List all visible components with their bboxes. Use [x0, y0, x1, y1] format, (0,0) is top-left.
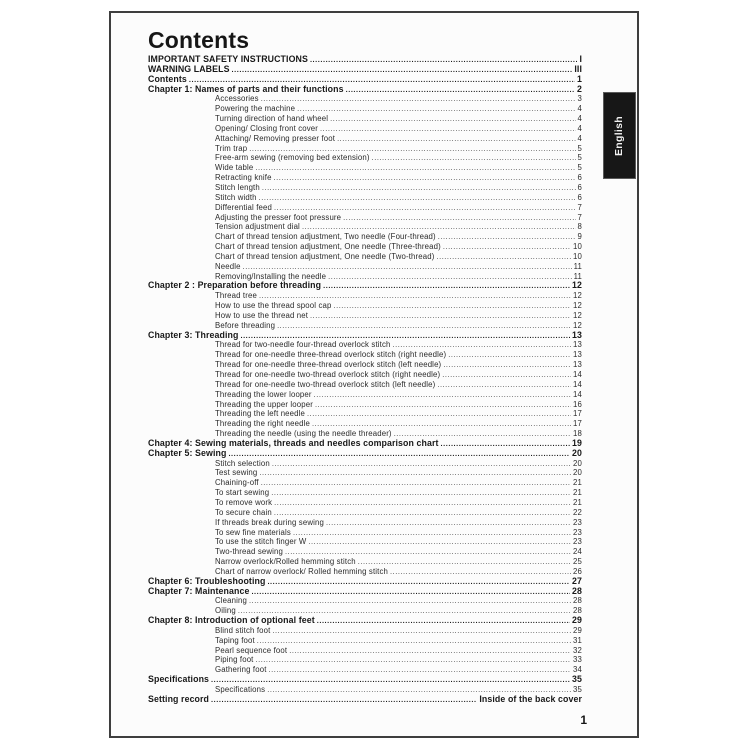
toc-entry-label: Wide table	[215, 163, 254, 173]
toc-leader-dots	[310, 55, 578, 65]
toc-entry	[148, 547, 582, 557]
toc-entry-label: Chart of thread tension adjustment, Two needle (Four-thread)	[215, 232, 436, 242]
toc-entry-page: 10	[573, 242, 582, 252]
toc-entry	[148, 203, 582, 213]
toc-entry-page: 19	[572, 437, 582, 448]
toc-leader-dots	[259, 468, 571, 478]
toc-entry-label: Chart of thread tension adjustment, One needle (Two-thread)	[215, 251, 435, 261]
toc-entry	[148, 459, 582, 469]
toc-leader-dots	[310, 311, 571, 321]
toc-entry-label: Chapter 4: Sewing materials, threads and needles comparison chart	[148, 437, 439, 448]
toc-leader-dots	[259, 193, 576, 203]
toc-entry	[148, 695, 582, 705]
toc-leader-dots	[317, 616, 570, 626]
toc-entry-label: To start sewing	[215, 488, 270, 498]
toc-entry-label: Test sewing	[215, 468, 258, 478]
toc-entry-page: 28	[572, 585, 582, 596]
toc-leader-dots	[274, 498, 571, 508]
toc-entry-page: 4	[577, 114, 582, 124]
toc-entry-page: 18	[573, 429, 582, 439]
toc-entry-page: 35	[573, 685, 582, 694]
toc-entry-page: 13	[573, 350, 582, 360]
toc-entry-page: 20	[572, 447, 582, 458]
toc-leader-dots	[437, 380, 571, 390]
toc-entry-label: To sew fine materials	[215, 527, 291, 537]
toc-leader-dots	[330, 114, 575, 124]
toc-leader-dots	[441, 439, 570, 449]
toc-entry	[148, 134, 582, 144]
toc-leader-dots	[393, 340, 572, 350]
toc-entry-label: Attaching/ Removing presser foot	[215, 133, 336, 143]
toc-entry-page: 4	[577, 104, 582, 114]
toc-leader-dots	[307, 409, 571, 419]
toc-entry	[148, 124, 582, 134]
toc-leader-dots	[274, 173, 576, 183]
toc-leader-dots	[442, 370, 571, 380]
toc-entry	[148, 153, 582, 163]
toc-leader-dots	[228, 449, 570, 459]
toc-entry-page: 28	[573, 606, 582, 616]
toc-entry	[148, 498, 582, 508]
toc-entry-page: 5	[577, 143, 582, 153]
toc-leader-dots	[390, 567, 571, 577]
toc-entry	[148, 350, 582, 360]
toc-entry	[148, 655, 582, 665]
toc-entry	[148, 173, 582, 183]
toc-entry-label: Specifications	[215, 685, 266, 694]
toc-entry-page: 5	[577, 153, 582, 163]
toc-entry-label: Free-arm sewing (removing bed extension)	[215, 153, 370, 163]
toc-leader-dots	[343, 213, 575, 223]
toc-entry-label: Contents	[148, 73, 187, 84]
toc-leader-dots	[314, 390, 571, 400]
toc-leader-dots	[323, 281, 570, 291]
toc-entry-page: 29	[572, 615, 582, 626]
toc-entry-page: 12	[573, 320, 582, 330]
toc-entry-page: 7	[577, 202, 582, 212]
toc-entry	[148, 262, 582, 272]
toc-entry-page: 11	[573, 271, 582, 281]
toc-entry	[148, 193, 582, 203]
toc-leader-dots	[267, 577, 570, 587]
toc-entry-page: 21	[573, 488, 582, 498]
toc-leader-dots	[312, 419, 571, 429]
toc-entry	[148, 311, 582, 321]
toc-entry-page: 1	[577, 73, 582, 84]
toc-leader-dots	[211, 695, 477, 705]
toc-entry-label: To remove work	[215, 497, 273, 507]
toc-leader-dots	[243, 262, 572, 272]
toc-entry-page: 13	[572, 329, 582, 340]
toc-entry	[148, 665, 582, 675]
toc-entry-page: 5	[577, 163, 582, 173]
toc-leader-dots	[249, 144, 575, 154]
toc-leader-dots	[272, 626, 571, 636]
toc-entry	[148, 449, 582, 459]
toc-entry-label: Thread for one-needle two-thread overlock stitch (right needle)	[215, 370, 441, 379]
toc-entry-label: Differential feed	[215, 202, 273, 212]
toc-leader-dots	[211, 675, 570, 685]
toc-leader-dots	[256, 655, 572, 665]
toc-entry-label: Powering the machine	[215, 104, 296, 114]
toc-entry	[148, 291, 582, 301]
toc-entry-label: To secure chain	[215, 507, 272, 517]
toc-entry	[148, 488, 582, 498]
toc-entry-label: Setting record	[148, 693, 210, 704]
toc-entry-page: 26	[573, 566, 582, 576]
toc-entry-label: Accessories	[215, 94, 259, 104]
toc-entry-label: Blind stitch foot	[215, 625, 271, 635]
toc-entry-label: Opening/ Closing front cover	[215, 123, 319, 133]
toc-entry-label: Thread for two-needle four-thread overlock stitch	[215, 340, 391, 350]
toc-leader-dots	[272, 459, 571, 469]
toc-entry-page: 10	[573, 251, 582, 261]
toc-leader-dots	[436, 252, 571, 262]
toc-leader-dots	[443, 242, 571, 252]
toc-entry-label: Chapter 7: Maintenance	[148, 585, 250, 596]
toc-entry-label: Chapter 6: Troubleshooting	[148, 575, 266, 586]
toc-entry-page: 31	[573, 635, 582, 645]
toc-entry	[148, 626, 582, 636]
toc-entry-label: Piping foot	[215, 655, 254, 665]
toc-leader-dots	[315, 400, 571, 410]
toc-entry-label: WARNING LABELS	[148, 63, 230, 74]
toc-entry-page: 14	[573, 389, 582, 399]
toc-entry	[148, 400, 582, 410]
toc-entry-page: 2	[577, 83, 582, 94]
toc-entry-page: 17	[573, 409, 582, 419]
toc-leader-dots	[232, 65, 573, 75]
toc-entry-page: 4	[577, 133, 582, 143]
toc-entry	[148, 518, 582, 528]
toc-entry	[148, 468, 582, 478]
toc-entry-label: Trim trap	[215, 143, 248, 153]
toc-leader-dots	[328, 272, 571, 282]
toc-entry-page: 28	[573, 596, 582, 606]
toc-entry	[148, 222, 582, 232]
toc-entry-label: To use the stitch finger W	[215, 537, 307, 547]
toc-entry	[148, 419, 582, 429]
toc-entry-label: Stitch width	[215, 192, 257, 202]
toc-leader-dots	[274, 203, 575, 213]
toc-leader-dots	[251, 587, 570, 597]
toc-entry-label: Stitch selection	[215, 458, 270, 468]
toc-entry-label: IMPORTANT SAFETY INSTRUCTIONS	[148, 54, 308, 64]
toc-entry	[148, 390, 582, 400]
toc-list	[148, 55, 582, 705]
toc-entry	[148, 636, 582, 646]
toc-entry-label: Chapter 8: Introduction of optional feet	[148, 615, 315, 626]
toc-leader-dots	[320, 124, 575, 134]
toc-entry-label: Narrow overlock/Rolled hemming stitch	[215, 557, 356, 567]
toc-entry	[148, 360, 582, 370]
page-title: Contents	[148, 27, 250, 53]
toc-entry-page: 7	[577, 212, 582, 222]
toc-leader-dots	[358, 557, 571, 567]
toc-entry-label: Chapter 3: Threading	[148, 329, 239, 340]
toc-entry-label: Chart of narrow overlock/ Rolled hemming stitch	[215, 566, 389, 576]
toc-entry	[148, 331, 582, 341]
toc-entry-label: Oiling	[215, 606, 236, 616]
toc-leader-dots	[302, 222, 576, 232]
toc-entry-page: III	[574, 63, 582, 74]
toc-entry-label: Stitch length	[215, 182, 260, 192]
toc-entry-label: Before threading	[215, 320, 276, 330]
toc-entry-label: How to use the thread spool cap	[215, 301, 332, 311]
toc-entry-label: Chapter 2 : Preparation before threading	[148, 280, 322, 291]
toc-leader-dots	[262, 183, 576, 193]
toc-entry-label: If threads break during sewing	[215, 517, 324, 527]
toc-entry-label: Pearl sequence foot	[215, 645, 288, 655]
toc-entry-page: 4	[577, 123, 582, 133]
toc-entry	[148, 94, 582, 104]
toc-entry-label: Threading the left needle	[215, 409, 306, 419]
toc-entry	[148, 478, 582, 488]
toc-entry-page: 29	[573, 625, 582, 635]
toc-entry	[148, 537, 582, 547]
toc-leader-dots	[249, 596, 571, 606]
toc-entry-label: Specifications	[148, 674, 210, 685]
toc-entry-page: 14	[573, 379, 582, 389]
toc-entry-page: 34	[573, 665, 582, 675]
toc-entry	[148, 370, 582, 380]
toc-entry	[148, 163, 582, 173]
toc-entry-label: Thread for one-needle two-thread overlock stitch (left needle)	[215, 379, 436, 389]
toc-entry	[148, 596, 582, 606]
toc-leader-dots	[269, 665, 572, 675]
toc-leader-dots	[448, 350, 571, 360]
toc-leader-dots	[337, 134, 575, 144]
toc-leader-dots	[297, 104, 575, 114]
toc-entry	[148, 242, 582, 252]
toc-entry-label: Thread for one-needle three-thread overlock stitch (left needle)	[215, 360, 442, 370]
toc-entry-page: 33	[573, 655, 582, 665]
toc-entry-page: 22	[573, 507, 582, 517]
toc-entry-label: Threading the upper looper	[215, 399, 313, 409]
toc-entry-page: 24	[573, 547, 582, 557]
toc-entry-label: Needle	[215, 261, 241, 271]
toc-entry-page: 6	[577, 192, 582, 202]
toc-entry-page: 21	[573, 478, 582, 488]
toc-entry-page: 32	[573, 645, 582, 655]
toc-entry	[148, 675, 582, 685]
toc-entry-page: Inside of the back cover	[479, 693, 582, 704]
manual-page	[109, 11, 639, 738]
toc-entry-page: 23	[573, 527, 582, 537]
toc-entry-page: 17	[573, 419, 582, 429]
toc-entry	[148, 144, 582, 154]
toc-entry	[148, 587, 582, 597]
toc-entry	[148, 114, 582, 124]
toc-entry-page: 3	[577, 94, 582, 104]
toc-leader-dots	[443, 360, 571, 370]
toc-entry	[148, 646, 582, 656]
toc-entry-page: 6	[577, 182, 582, 192]
toc-entry-label: Thread tree	[215, 291, 257, 301]
toc-entry-label: Taping foot	[215, 635, 255, 645]
page-number: 1	[580, 713, 587, 727]
toc-entry	[148, 183, 582, 193]
toc-entry-page: 27	[572, 575, 582, 586]
toc-entry-page: 25	[573, 557, 582, 567]
toc-leader-dots	[346, 85, 575, 95]
toc-entry-label: Threading the needle (using the needle threader)	[215, 429, 392, 439]
toc-entry-label: Chapter 1: Names of parts and their functions	[148, 83, 344, 94]
toc-entry-label: Gathering foot	[215, 665, 267, 675]
toc-entry-page: 8	[577, 222, 582, 232]
toc-entry-page: 13	[573, 340, 582, 350]
toc-entry	[148, 104, 582, 114]
toc-entry-page: I	[579, 54, 582, 64]
language-tab-label: English	[613, 115, 626, 156]
toc-entry-label: Retracting knife	[215, 173, 272, 183]
toc-entry-page: 12	[573, 291, 582, 301]
toc-entry	[148, 557, 582, 567]
toc-entry-label: How to use the thread net	[215, 310, 309, 320]
toc-entry-label: Tension adjustment dial	[215, 222, 300, 232]
toc-entry	[148, 380, 582, 390]
toc-leader-dots	[240, 331, 570, 341]
toc-entry-label: Cleaning	[215, 596, 247, 606]
toc-leader-dots	[293, 528, 571, 538]
toc-entry-label: Chart of thread tension adjustment, One needle (Three-thread)	[215, 242, 441, 252]
toc-entry-page: 9	[577, 232, 582, 242]
toc-entry-label: Adjusting the presser foot pressure	[215, 212, 342, 222]
toc-entry-page: 11	[573, 261, 582, 271]
toc-entry-page: 12	[573, 301, 582, 311]
toc-entry-label: Two-thread sewing	[215, 547, 283, 557]
toc-entry-label: Chaining-off	[215, 478, 259, 488]
toc-entry	[148, 508, 582, 518]
toc-entry-label: Threading the right needle	[215, 419, 310, 429]
toc-leader-dots	[259, 291, 571, 301]
toc-leader-dots	[274, 508, 571, 518]
toc-leader-dots	[308, 537, 571, 547]
toc-leader-dots	[255, 163, 575, 173]
toc-entry-page: 16	[573, 399, 582, 409]
toc-entry	[148, 232, 582, 242]
toc-leader-dots	[271, 488, 571, 498]
toc-entry-label: Removing/Installing the needle	[215, 271, 327, 281]
toc-entry-label: Thread for one-needle three-thread overlock stitch (right needle)	[215, 350, 447, 360]
toc-entry	[148, 409, 582, 419]
toc-entry-page: 23	[573, 537, 582, 547]
toc-entry-page: 14	[573, 370, 582, 379]
toc-leader-dots	[261, 94, 576, 104]
toc-leader-dots	[326, 518, 571, 528]
language-tab	[603, 92, 636, 179]
toc-leader-dots	[333, 301, 571, 311]
toc-entry-page: 20	[573, 458, 582, 468]
toc-entry-page: 12	[572, 280, 582, 291]
toc-entry	[148, 65, 582, 75]
toc-leader-dots	[289, 646, 571, 656]
toc-entry-label: Turning direction of hand wheel	[215, 114, 329, 124]
toc-entry-page: 21	[573, 497, 582, 507]
toc-entry-page: 12	[573, 310, 582, 320]
toc-entry-label: Chapter 5: Sewing	[148, 447, 227, 458]
toc-leader-dots	[257, 636, 571, 646]
toc-entry-page: 6	[577, 173, 582, 183]
toc-leader-dots	[438, 232, 576, 242]
toc-entry	[148, 301, 582, 311]
toc-entry	[148, 252, 582, 262]
toc-entry	[148, 340, 582, 350]
toc-entry-page: 35	[572, 674, 582, 685]
toc-entry-page: 13	[573, 360, 582, 370]
toc-entry	[148, 281, 582, 291]
toc-entry-page: 20	[573, 468, 582, 478]
toc-leader-dots	[277, 321, 571, 331]
toc-entry	[148, 528, 582, 538]
toc-entry	[148, 616, 582, 626]
toc-entry-label: Threading the lower looper	[215, 389, 312, 399]
toc-entry	[148, 213, 582, 223]
toc-entry	[148, 85, 582, 95]
toc-leader-dots	[285, 547, 571, 557]
toc-leader-dots	[372, 153, 576, 163]
toc-leader-dots	[261, 478, 571, 488]
toc-entry-page: 23	[573, 517, 582, 527]
